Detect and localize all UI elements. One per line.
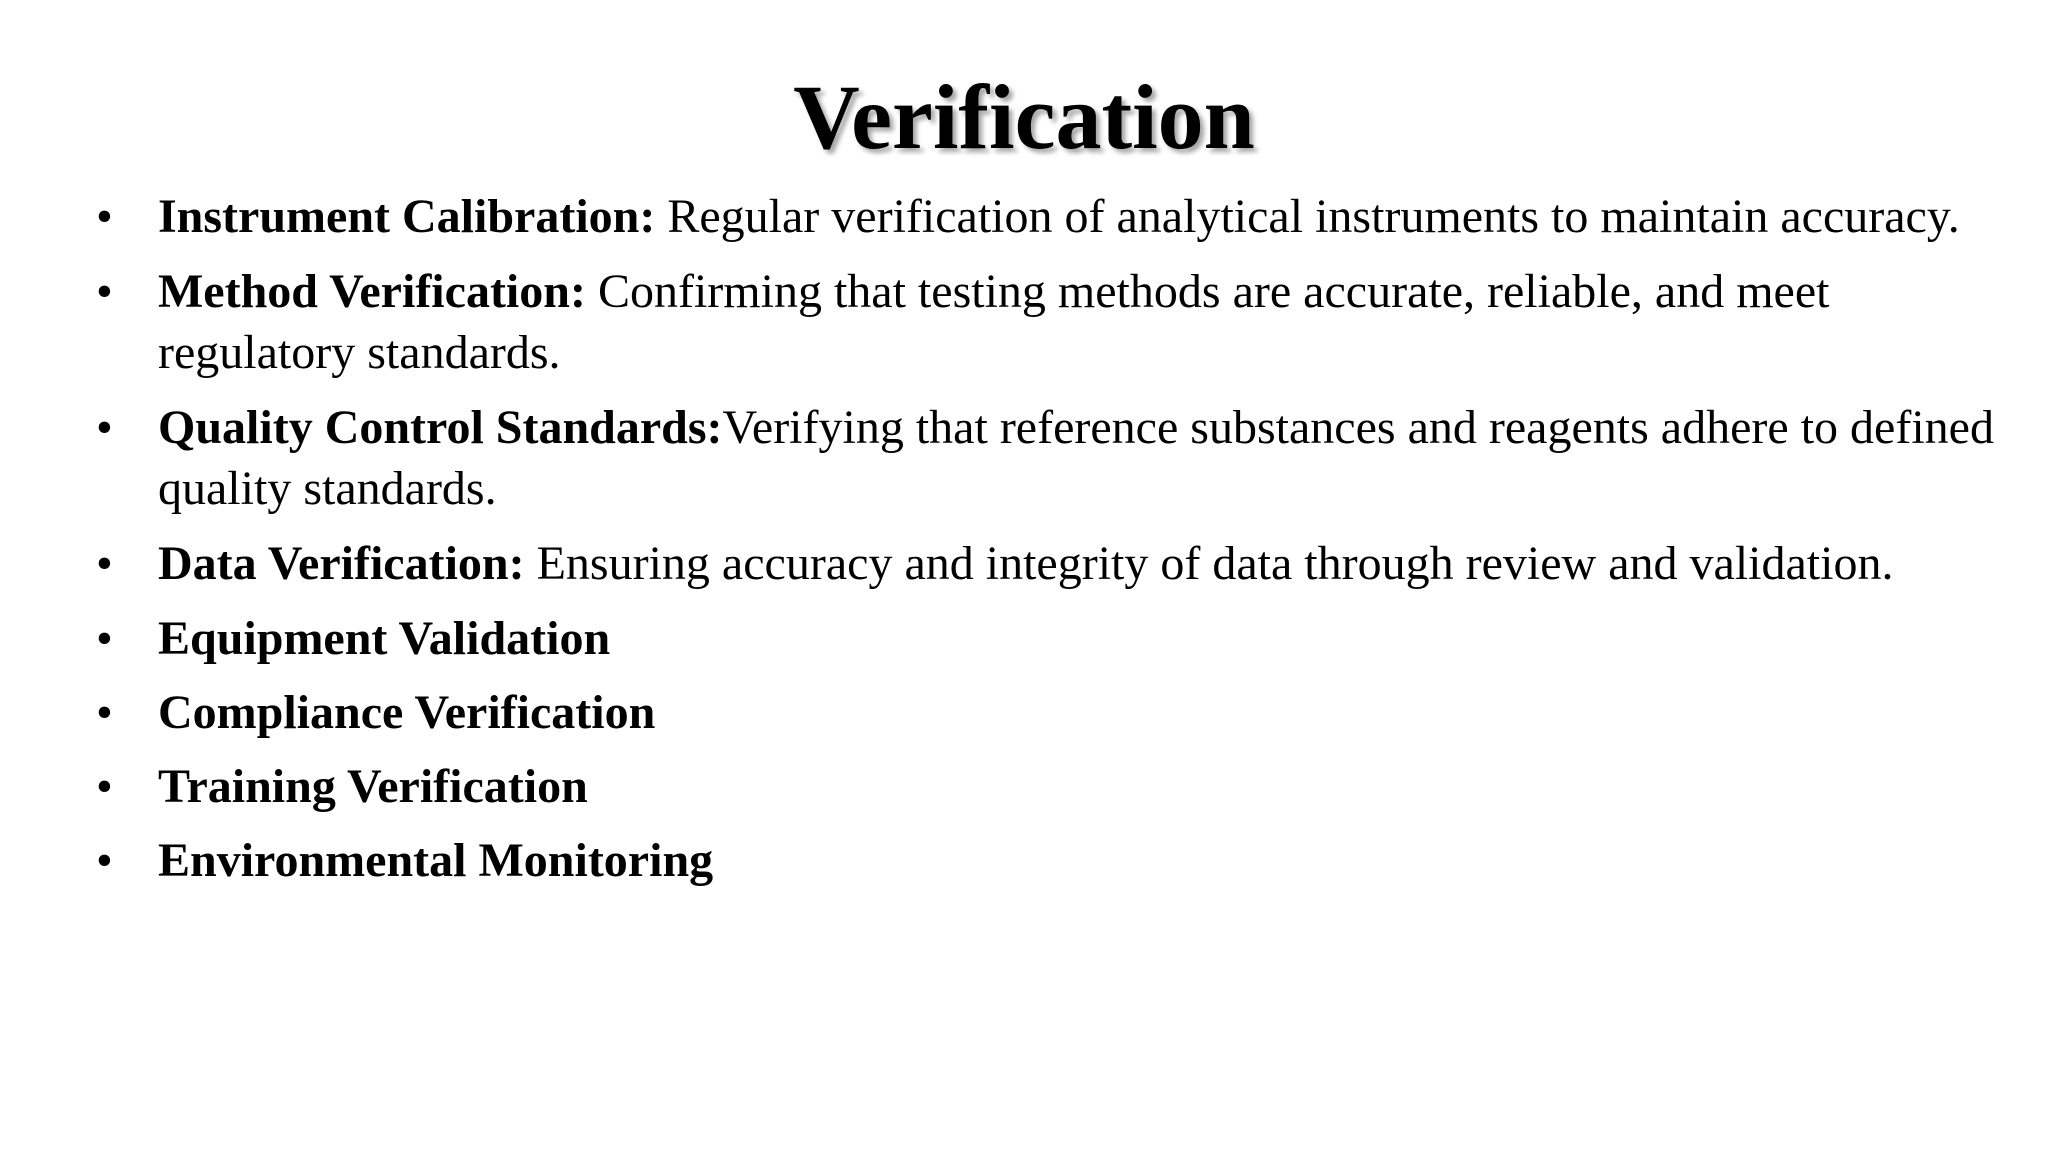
bullet-icon: • (96, 612, 113, 665)
bullet-separator (525, 537, 537, 590)
bullet-icon: • (96, 537, 113, 590)
bullet-description: Ensuring accuracy and integrity of data through review and validation. (536, 537, 1894, 590)
bullet-term: Instrument Calibration: (158, 190, 656, 243)
bullet-icon: • (96, 760, 113, 813)
bullet-item-quality-control-standards (96, 397, 1996, 519)
bullet-item-method-verification (96, 261, 1996, 383)
bullet-item-equipment-validation (96, 608, 1996, 669)
bullet-icon: • (96, 401, 113, 454)
bullet-item-training-verification (96, 756, 1996, 817)
bullet-list (96, 186, 1996, 904)
bullet-term: Method Verification: (158, 265, 586, 318)
bullet-term: Data Verification: (158, 537, 525, 590)
slide-title: Verification (793, 66, 1255, 168)
bullet-description: Verifying that reference substances and reagents adhere to defined quality standards. (158, 401, 1994, 515)
bullet-icon: • (96, 265, 113, 318)
bullet-icon: • (96, 686, 113, 739)
bullet-term: Training Verification (158, 760, 588, 813)
bullet-item-data-verification (96, 533, 1996, 594)
bullet-item-instrument-calibration (96, 186, 1996, 247)
bullet-separator (586, 265, 598, 318)
bullet-icon: • (96, 834, 113, 887)
bullet-item-compliance-verification (96, 682, 1996, 743)
bullet-description: Regular verification of analytical instruments to maintain accuracy. (667, 190, 1960, 243)
bullet-term: Environmental Monitoring (158, 834, 714, 887)
bullet-term: Equipment Validation (158, 612, 611, 665)
bullet-icon: • (96, 190, 113, 243)
bullet-term: Compliance Verification (158, 686, 656, 739)
bullet-term: Quality Control Standards: (158, 401, 723, 454)
bullet-item-environmental-monitoring (96, 830, 1996, 891)
bullet-description: Confirming that testing methods are accurate, reliable, and meet regulatory standards. (158, 265, 1830, 379)
bullet-separator (655, 190, 667, 243)
